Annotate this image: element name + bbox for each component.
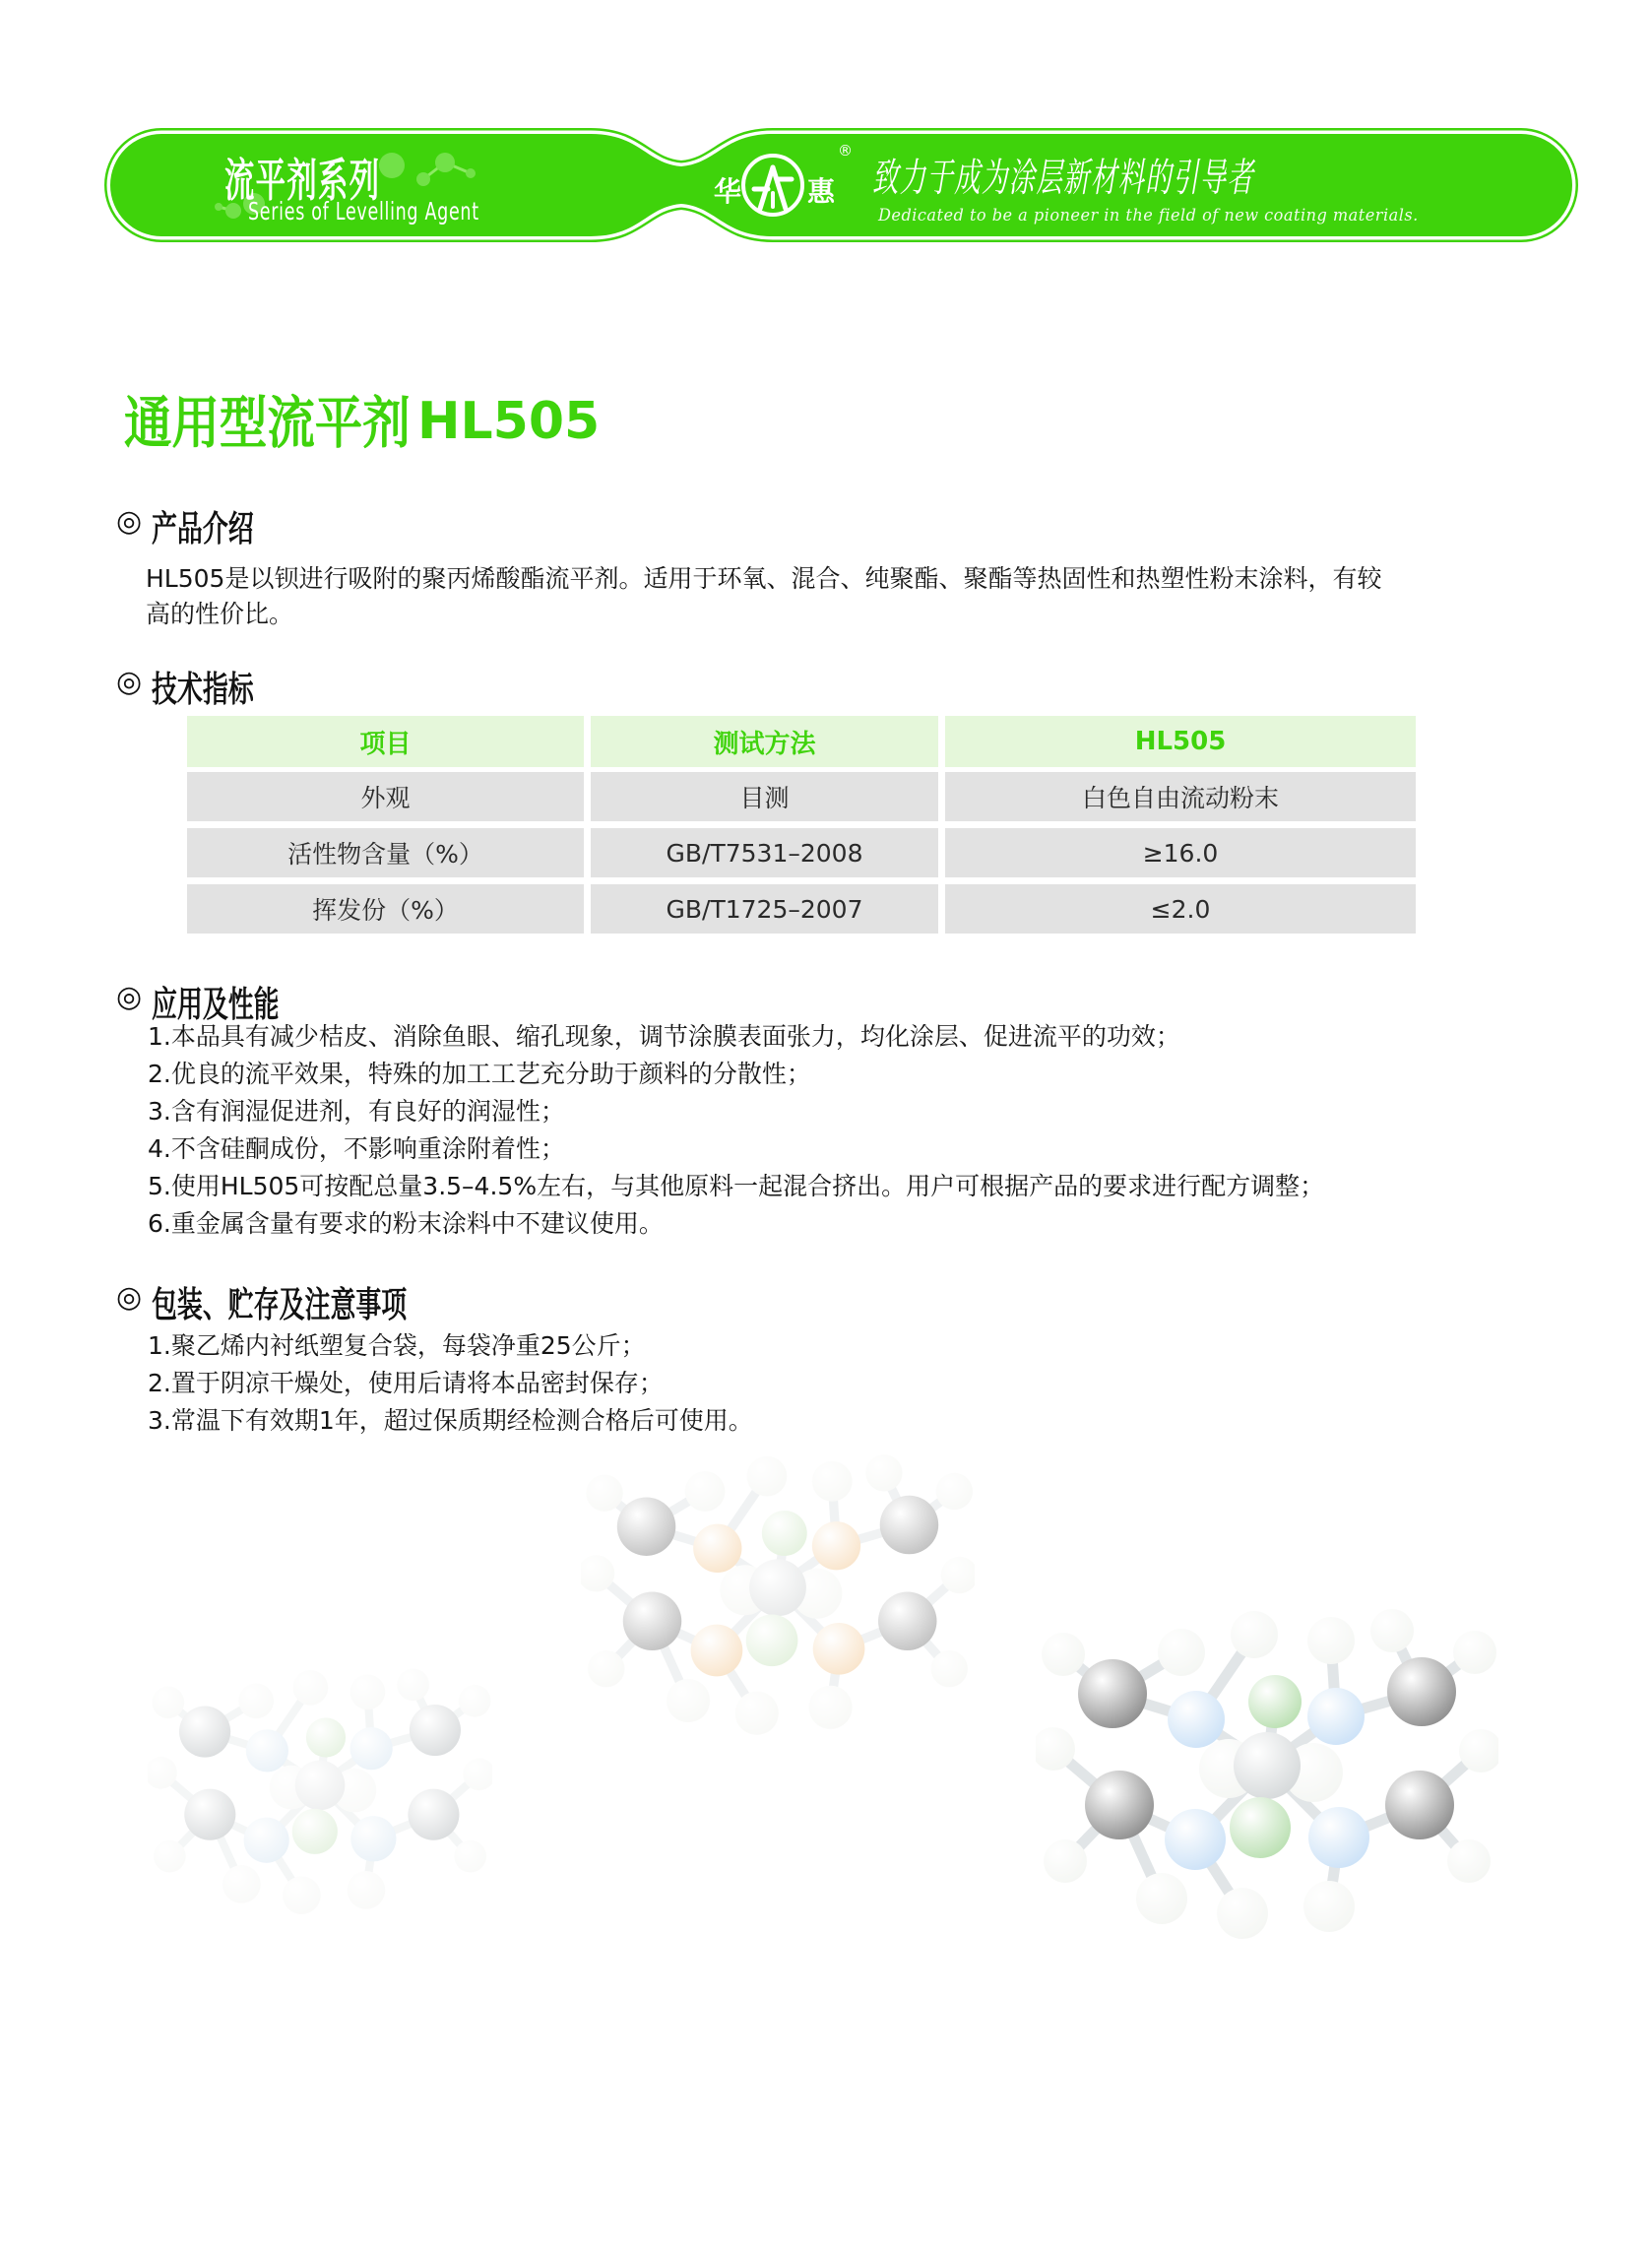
application-list-item: 2.优良的流平效果，特殊的加工工艺充分助于颜料的分散性；	[148, 1060, 811, 1088]
section-heading-text: 产品介绍	[152, 509, 254, 549]
molecule-illustration-center	[581, 1450, 975, 1768]
spec-table	[187, 716, 1416, 934]
spec-table-cell: 活性物含量（%）	[187, 828, 584, 877]
spec-table-cell: 外观	[187, 772, 584, 821]
application-list-item: 5.使用HL505可按配总量3.5–4.5%左右，与其他原料一起混合挤出。用户可根据产品的要求进行配方调整；	[148, 1172, 1325, 1200]
slogan-zh: 致力于成为涂层新材料的引导者	[872, 156, 1255, 201]
section-heading-text: 包装、贮存及注意事项	[152, 1285, 408, 1325]
series-title-en: Series of Levelling Agent	[248, 197, 479, 226]
spec-table-header-cell: 测试方法	[591, 716, 938, 767]
section-heading-intro	[116, 501, 293, 551]
packaging-list-item: 3.常温下有效期1年，超过保质期经检测合格后可使用。	[148, 1406, 753, 1435]
application-list	[148, 1018, 1324, 1243]
spec-table-cell: GB/T7531–2008	[591, 828, 938, 877]
application-list-item: 1.本品具有减少桔皮、消除鱼眼、缩孔现象，调节涂膜表面张力，均化涂层、促进流平的功效；	[148, 1022, 1180, 1051]
molecule-illustration-right	[1036, 1603, 1498, 1977]
spec-table-cell: 目测	[591, 772, 938, 821]
spec-table-cell: 白色自由流动粉末	[945, 772, 1416, 821]
section-bullet-icon: ◎	[116, 1280, 143, 1315]
packaging-list-item: 1.聚乙烯内衬纸塑复合袋，每袋净重25公斤；	[148, 1331, 646, 1360]
spec-table-cell: 挥发份（%）	[187, 884, 584, 934]
brand-char-left: 华	[714, 175, 742, 208]
spec-table-header-cell: HL505	[945, 716, 1416, 767]
section-heading-text: 技术指标	[152, 670, 254, 710]
application-list-item: 4.不含硅酮成份，不影响重涂附着性；	[148, 1134, 565, 1163]
section-bullet-icon: ◎	[116, 980, 143, 1014]
slogan-en: Dedicated to be a pioneer in the field of new coating materials.	[878, 206, 1419, 226]
header-band-graphic	[0, 0, 1652, 266]
packaging-list	[148, 1327, 753, 1440]
series-title-zh: 流平剂系列	[224, 154, 381, 207]
registered-trademark-icon: ®	[838, 142, 853, 160]
application-list-item: 6.重金属含量有要求的粉末涂料中不建议使用。	[148, 1209, 664, 1238]
brand-char-right: 惠	[807, 175, 836, 208]
intro-paragraph: HL505是以钡进行吸附的聚丙烯酸酯流平剂。适用于环氧、混合、纯聚酯、聚酯等热固性和热塑性粉末涂料，有较高的性价比。	[146, 564, 1382, 628]
application-list-item: 3.含有润湿促进剂，有良好的润湿性；	[148, 1097, 565, 1126]
molecule-illustration-left	[148, 1664, 492, 1943]
section-heading-packaging	[116, 1277, 506, 1327]
spec-table-cell: GB/T1725–2007	[591, 884, 938, 934]
section-heading-text: 应用及性能	[152, 985, 280, 1025]
section-bullet-icon: ◎	[116, 504, 143, 539]
section-bullet-icon: ◎	[116, 665, 143, 699]
page-title-product-code: HL505	[417, 392, 601, 451]
spec-table-cell: ≤2.0	[945, 884, 1416, 934]
packaging-list-item: 2.置于阴凉干燥处，使用后请将本品密封保存；	[148, 1369, 664, 1397]
spec-table-cell: ≥16.0	[945, 828, 1416, 877]
spec-table-header-cell: 项目	[187, 716, 584, 767]
page-title: 通用型流平剂	[124, 391, 411, 456]
section-heading-specs	[116, 662, 293, 712]
